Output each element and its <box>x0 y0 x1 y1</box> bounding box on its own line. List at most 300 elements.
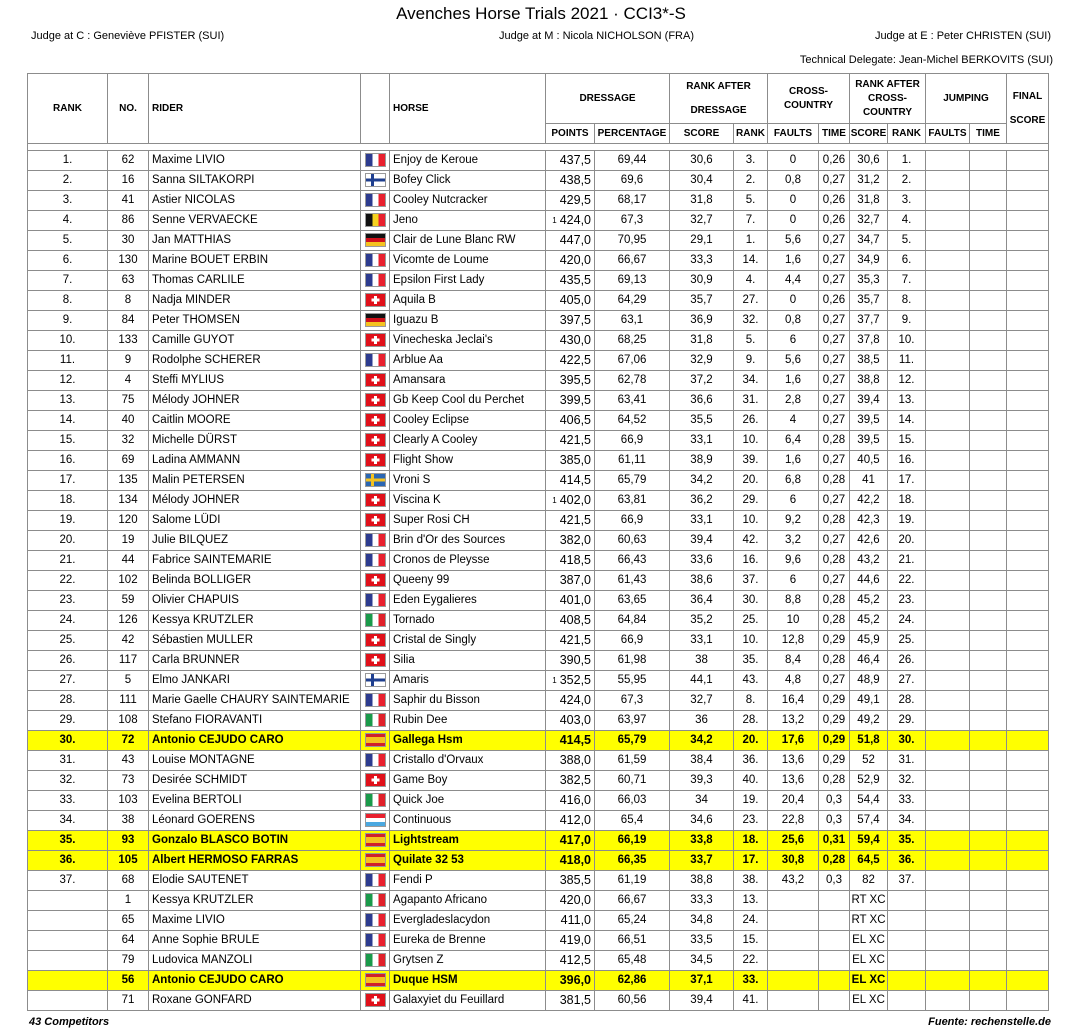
start-number-cell: 41 <box>108 191 149 211</box>
horse-cell: Eden Eygalieres <box>390 591 546 611</box>
dressage-points-cell <box>546 911 595 931</box>
xc-faults-cell: 25,6 <box>768 831 819 851</box>
dressage-score-cell: 33,1 <box>670 511 734 531</box>
dressage-points-cell <box>546 791 595 811</box>
xc-faults-cell <box>768 971 819 991</box>
jumping-faults-cell <box>926 691 970 711</box>
xc-time-cell: 0,28 <box>819 551 850 571</box>
dressage-rank-cell: 2. <box>734 171 768 191</box>
dressage-percentage-cell: 60,71 <box>595 771 670 791</box>
horse-cell: Lightstream <box>390 831 546 851</box>
dressage-score-cell: 29,1 <box>670 231 734 251</box>
rider-cell: Steffi MYLIUS <box>149 371 361 391</box>
start-number-cell: 30 <box>108 231 149 251</box>
header-jumping-faults: FAULTS <box>926 124 970 144</box>
xc-rank-cell: 26. <box>888 651 926 671</box>
dressage-score-cell: 33,5 <box>670 931 734 951</box>
xc-score-cell: 39,5 <box>850 431 888 451</box>
final-score-cell <box>1007 571 1049 591</box>
jumping-time-cell <box>970 831 1007 851</box>
flag-fra-icon <box>365 913 386 927</box>
jumping-time-cell <box>970 191 1007 211</box>
xc-time-cell: 0,28 <box>819 511 850 531</box>
dressage-score-cell: 38,9 <box>670 451 734 471</box>
dressage-percentage-cell: 61,43 <box>595 571 670 591</box>
xc-rank-cell: 33. <box>888 791 926 811</box>
jumping-faults-cell <box>926 191 970 211</box>
start-number-cell: 59 <box>108 591 149 611</box>
competitor-count: 43 Competitors <box>29 1016 110 1028</box>
flag-ita-icon <box>365 893 386 907</box>
dressage-points-cell <box>546 871 595 891</box>
rider-cell: Julie BILQUEZ <box>149 531 361 551</box>
xc-faults-cell: 6,8 <box>768 471 819 491</box>
final-score-cell <box>1007 971 1049 991</box>
points-value: 390,5 <box>559 653 591 667</box>
rider-cell: Nadja MINDER <box>149 291 361 311</box>
xc-score-cell: 51,8 <box>850 731 888 751</box>
horse-cell: Grytsen Z <box>390 951 546 971</box>
flag-sui-icon <box>365 433 386 447</box>
rider-cell: Louise MONTAGNE <box>149 751 361 771</box>
jumping-time-cell <box>970 451 1007 471</box>
xc-rank-cell: 3. <box>888 191 926 211</box>
rank-cell <box>28 991 108 1011</box>
start-number-cell: 44 <box>108 551 149 571</box>
jumping-time-cell <box>970 411 1007 431</box>
xc-faults-cell: 0 <box>768 291 819 311</box>
jumping-time-cell <box>970 231 1007 251</box>
flag-cell <box>361 711 390 731</box>
jumping-time-cell <box>970 371 1007 391</box>
start-number-cell: 126 <box>108 611 149 631</box>
rider-cell: Kessya KRUTZLER <box>149 891 361 911</box>
final-score-cell <box>1007 651 1049 671</box>
points-value: 412,0 <box>559 813 591 827</box>
xc-time-cell: 0,28 <box>819 771 850 791</box>
final-score-cell <box>1007 451 1049 471</box>
flag-cell <box>361 371 390 391</box>
final-score-cell <box>1007 471 1049 491</box>
final-score-cell <box>1007 691 1049 711</box>
points-value: 406,5 <box>559 413 591 427</box>
rank-cell: 23. <box>28 591 108 611</box>
dressage-score-cell: 34 <box>670 791 734 811</box>
dressage-score-cell: 33,6 <box>670 551 734 571</box>
flag-bel-icon <box>365 213 386 227</box>
rank-cell <box>28 891 108 911</box>
rider-cell: Anne Sophie BRULE <box>149 931 361 951</box>
dressage-percentage-cell: 65,48 <box>595 951 670 971</box>
jumping-faults-cell <box>926 651 970 671</box>
jumping-time-cell <box>970 971 1007 991</box>
final-score-cell <box>1007 171 1049 191</box>
dressage-percentage-cell: 61,19 <box>595 871 670 891</box>
xc-score-cell: 39,4 <box>850 391 888 411</box>
horse-cell: Enjoy de Keroue <box>390 151 546 171</box>
final-score-cell <box>1007 991 1049 1011</box>
dressage-rank-cell: 43. <box>734 671 768 691</box>
final-score-cell <box>1007 311 1049 331</box>
rank-cell: 15. <box>28 431 108 451</box>
horse-cell: Flight Show <box>390 451 546 471</box>
rider-cell: Carla BRUNNER <box>149 651 361 671</box>
dressage-score-cell: 33,1 <box>670 631 734 651</box>
xc-rank-cell: 31. <box>888 751 926 771</box>
jumping-time-cell <box>970 991 1007 1011</box>
dressage-percentage-cell: 61,98 <box>595 651 670 671</box>
table-row <box>28 551 1049 571</box>
flag-cell <box>361 851 390 871</box>
dressage-score-cell: 44,1 <box>670 671 734 691</box>
xc-faults-cell <box>768 951 819 971</box>
dressage-percentage-cell: 63,1 <box>595 311 670 331</box>
xc-score-cell: 64,5 <box>850 851 888 871</box>
source-note: Fuente: rechenstelle.de <box>928 1016 1051 1028</box>
dressage-percentage-cell: 63,81 <box>595 491 670 511</box>
jumping-faults-cell <box>926 351 970 371</box>
flag-cell <box>361 871 390 891</box>
jumping-faults-cell <box>926 331 970 351</box>
dressage-percentage-cell: 67,3 <box>595 691 670 711</box>
xc-rank-cell: 1. <box>888 151 926 171</box>
dressage-rank-cell: 32. <box>734 311 768 331</box>
dressage-score-cell: 33,3 <box>670 251 734 271</box>
flag-esp-icon <box>365 733 386 747</box>
final-score-cell <box>1007 271 1049 291</box>
jumping-faults-cell <box>926 271 970 291</box>
rank-cell: 21. <box>28 551 108 571</box>
flag-fra-icon <box>365 593 386 607</box>
xc-time-cell <box>819 991 850 1011</box>
points-value: 408,5 <box>559 613 591 627</box>
xc-time-cell: 0,29 <box>819 691 850 711</box>
points-value: 416,0 <box>559 793 591 807</box>
horse-cell: Evergladeslacydon <box>390 911 546 931</box>
judge-m: Judge at M : Nicola NICHOLSON (FRA) <box>499 30 694 42</box>
start-number-cell: 133 <box>108 331 149 351</box>
start-number-cell: 38 <box>108 811 149 831</box>
xc-time-cell: 0,29 <box>819 731 850 751</box>
xc-time-cell: 0,29 <box>819 751 850 771</box>
dressage-rank-cell: 5. <box>734 331 768 351</box>
xc-faults-cell: 4,8 <box>768 671 819 691</box>
xc-time-cell: 0,27 <box>819 271 850 291</box>
points-value: 430,0 <box>559 333 591 347</box>
final-score-cell <box>1007 391 1049 411</box>
flag-cell <box>361 611 390 631</box>
horse-cell: Cooley Eclipse <box>390 411 546 431</box>
xc-score-cell: 30,6 <box>850 151 888 171</box>
points-value: 420,0 <box>559 893 591 907</box>
dressage-percentage-cell: 66,67 <box>595 891 670 911</box>
table-row <box>28 351 1049 371</box>
flag-fra-icon <box>365 693 386 707</box>
rider-cell: Astier NICOLAS <box>149 191 361 211</box>
xc-faults-cell: 20,4 <box>768 791 819 811</box>
xc-score-cell: 37,8 <box>850 331 888 351</box>
points-value: 385,0 <box>559 453 591 467</box>
dressage-rank-cell: 37. <box>734 571 768 591</box>
jumping-time-cell <box>970 511 1007 531</box>
dressage-percentage-cell: 65,4 <box>595 811 670 831</box>
dressage-percentage-cell: 69,6 <box>595 171 670 191</box>
rank-cell: 32. <box>28 771 108 791</box>
xc-faults-cell: 10 <box>768 611 819 631</box>
table-row <box>28 771 1049 791</box>
jumping-faults-cell <box>926 931 970 951</box>
dressage-percentage-cell: 66,9 <box>595 511 670 531</box>
flag-cell <box>361 311 390 331</box>
final-score-cell <box>1007 851 1049 871</box>
header-percentage: PERCENTAGE <box>595 124 670 144</box>
jumping-faults-cell <box>926 391 970 411</box>
xc-score-cell: 52,9 <box>850 771 888 791</box>
jumping-faults-cell <box>926 811 970 831</box>
rider-cell: Albert HERMOSO FARRAS <box>149 851 361 871</box>
rider-cell: Desirée SCHMIDT <box>149 771 361 791</box>
jumping-time-cell <box>970 211 1007 231</box>
points-value: 424,0 <box>559 693 591 707</box>
xc-rank-cell: 16. <box>888 451 926 471</box>
jumping-time-cell <box>970 331 1007 351</box>
dressage-points-cell <box>546 651 595 671</box>
rank-cell: 30. <box>28 731 108 751</box>
xc-faults-cell: 16,4 <box>768 691 819 711</box>
jumping-faults-cell <box>926 871 970 891</box>
dressage-percentage-cell: 68,17 <box>595 191 670 211</box>
flag-cell <box>361 471 390 491</box>
start-number-cell: 71 <box>108 991 149 1011</box>
flag-cell <box>361 391 390 411</box>
rank-cell: 1. <box>28 151 108 171</box>
rider-cell: Malin PETERSEN <box>149 471 361 491</box>
dressage-points-cell <box>546 631 595 651</box>
xc-faults-cell: 9,6 <box>768 551 819 571</box>
start-number-cell: 117 <box>108 651 149 671</box>
xc-rank-cell: 20. <box>888 531 926 551</box>
dressage-score-cell: 38,8 <box>670 871 734 891</box>
jumping-time-cell <box>970 271 1007 291</box>
dressage-percentage-cell: 66,67 <box>595 251 670 271</box>
final-score-cell <box>1007 831 1049 851</box>
jumping-time-cell <box>970 611 1007 631</box>
flag-ita-icon <box>365 613 386 627</box>
xc-faults-cell: 13,6 <box>768 771 819 791</box>
xc-score-cell: 41 <box>850 471 888 491</box>
rider-cell: Antonio CEJUDO CARO <box>149 731 361 751</box>
xc-rank-cell: 35. <box>888 831 926 851</box>
dressage-score-cell: 39,4 <box>670 531 734 551</box>
xc-time-cell: 0,27 <box>819 491 850 511</box>
xc-score-cell: 46,4 <box>850 651 888 671</box>
final-score-cell <box>1007 711 1049 731</box>
flag-fra-icon <box>365 253 386 267</box>
horse-cell: Continuous <box>390 811 546 831</box>
header-no: NO. <box>108 74 149 144</box>
xc-time-cell: 0,26 <box>819 191 850 211</box>
final-score-cell <box>1007 591 1049 611</box>
dressage-percentage-cell: 60,63 <box>595 531 670 551</box>
start-number-cell: 9 <box>108 351 149 371</box>
header-final-score: FINAL SCORE <box>1007 74 1049 144</box>
rank-cell: 33. <box>28 791 108 811</box>
xc-time-cell <box>819 971 850 991</box>
points-value: 399,5 <box>559 393 591 407</box>
header-horse: HORSE <box>390 74 546 144</box>
rank-cell: 3. <box>28 191 108 211</box>
jumping-time-cell <box>970 911 1007 931</box>
start-number-cell: 1 <box>108 891 149 911</box>
horse-cell: Galaxyiet du Feuillard <box>390 991 546 1011</box>
dressage-rank-cell: 24. <box>734 911 768 931</box>
xc-time-cell: 0,28 <box>819 851 850 871</box>
xc-time-cell: 0,28 <box>819 591 850 611</box>
final-score-cell <box>1007 611 1049 631</box>
dressage-points-cell <box>546 851 595 871</box>
header-dressage: DRESSAGE <box>546 74 670 124</box>
rider-cell: Salome LÜDI <box>149 511 361 531</box>
flag-cell <box>361 891 390 911</box>
horse-cell: Fendi P <box>390 871 546 891</box>
final-score-cell <box>1007 951 1049 971</box>
table-row <box>28 391 1049 411</box>
dressage-score-cell: 36,9 <box>670 311 734 331</box>
table-row <box>28 671 1049 691</box>
dressage-score-cell: 39,4 <box>670 991 734 1011</box>
xc-score-cell: RT XC <box>850 911 888 931</box>
rider-cell: Gonzalo BLASCO BOTIN <box>149 831 361 851</box>
flag-cell <box>361 291 390 311</box>
points-value: 414,5 <box>559 733 591 747</box>
xc-rank-cell <box>888 991 926 1011</box>
xc-time-cell: 0,27 <box>819 571 850 591</box>
dressage-points-cell <box>546 971 595 991</box>
dressage-points-cell <box>546 271 595 291</box>
dressage-points-cell <box>546 211 595 231</box>
xc-faults-cell: 30,8 <box>768 851 819 871</box>
xc-rank-cell: 5. <box>888 231 926 251</box>
horse-cell: Vroni S <box>390 471 546 491</box>
xc-rank-cell: 24. <box>888 611 926 631</box>
dressage-score-cell: 34,6 <box>670 811 734 831</box>
xc-faults-cell: 6,4 <box>768 431 819 451</box>
rank-cell: 28. <box>28 691 108 711</box>
horse-cell: Amaris <box>390 671 546 691</box>
xc-time-cell: 0,3 <box>819 791 850 811</box>
xc-rank-cell: 23. <box>888 591 926 611</box>
dressage-rank-cell: 25. <box>734 611 768 631</box>
dressage-rank-cell: 39. <box>734 451 768 471</box>
dressage-rank-cell: 19. <box>734 791 768 811</box>
flag-cell <box>361 691 390 711</box>
flag-cell <box>361 971 390 991</box>
jumping-time-cell <box>970 491 1007 511</box>
dressage-points-cell <box>546 671 595 691</box>
xc-rank-cell: 17. <box>888 471 926 491</box>
dressage-points-cell <box>546 331 595 351</box>
flag-cell <box>361 671 390 691</box>
table-row <box>28 891 1049 911</box>
dressage-rank-cell: 17. <box>734 851 768 871</box>
final-score-cell <box>1007 411 1049 431</box>
final-score-cell <box>1007 231 1049 251</box>
dressage-points-cell <box>546 471 595 491</box>
dressage-percentage-cell: 63,41 <box>595 391 670 411</box>
xc-score-cell: 44,6 <box>850 571 888 591</box>
horse-cell: Cristallo d'Orvaux <box>390 751 546 771</box>
rank-cell: 12. <box>28 371 108 391</box>
rider-cell: Ludovica MANZOLI <box>149 951 361 971</box>
horse-cell: Vinecheska Jeclai's <box>390 331 546 351</box>
dressage-rank-cell: 4. <box>734 271 768 291</box>
start-number-cell: 62 <box>108 151 149 171</box>
start-number-cell: 86 <box>108 211 149 231</box>
dressage-score-cell: 37,2 <box>670 371 734 391</box>
xc-score-cell: 82 <box>850 871 888 891</box>
start-number-cell: 75 <box>108 391 149 411</box>
xc-faults-cell: 6 <box>768 331 819 351</box>
rider-cell: Roxane GONFARD <box>149 991 361 1011</box>
dressage-percentage-cell: 62,78 <box>595 371 670 391</box>
dressage-points-cell <box>546 991 595 1011</box>
xc-time-cell: 0,26 <box>819 291 850 311</box>
dressage-points-cell <box>546 431 595 451</box>
table-row <box>28 931 1049 951</box>
flag-cell <box>361 351 390 371</box>
header-xc-faults: FAULTS <box>768 124 819 144</box>
flag-cell <box>361 911 390 931</box>
table-row <box>28 511 1049 531</box>
xc-time-cell: 0,27 <box>819 411 850 431</box>
jumping-faults-cell <box>926 171 970 191</box>
horse-cell: Silia <box>390 651 546 671</box>
table-row <box>28 631 1049 651</box>
xc-time-cell: 0,28 <box>819 651 850 671</box>
start-number-cell: 130 <box>108 251 149 271</box>
table-row <box>28 911 1049 931</box>
dressage-percentage-cell: 65,79 <box>595 731 670 751</box>
points-value: 395,5 <box>559 373 591 387</box>
xc-score-cell: EL XC <box>850 971 888 991</box>
flag-cell <box>361 231 390 251</box>
horse-cell: Jeno <box>390 211 546 231</box>
rider-cell: Sébastien MULLER <box>149 631 361 651</box>
xc-faults-cell: 1,6 <box>768 371 819 391</box>
flag-fra-icon <box>365 933 386 947</box>
flag-esp-icon <box>365 833 386 847</box>
rider-cell: Caitlin MOORE <box>149 411 361 431</box>
dressage-rank-cell: 3. <box>734 151 768 171</box>
dressage-percentage-cell: 69,44 <box>595 151 670 171</box>
jumping-time-cell <box>970 471 1007 491</box>
flag-cell <box>361 331 390 351</box>
rider-cell: Rodolphe SCHERER <box>149 351 361 371</box>
points-value: 418,5 <box>559 553 591 567</box>
dressage-rank-cell: 10. <box>734 511 768 531</box>
final-score-cell <box>1007 191 1049 211</box>
points-value: 397,5 <box>559 313 591 327</box>
xc-faults-cell: 13,6 <box>768 751 819 771</box>
dressage-score-cell: 38,4 <box>670 751 734 771</box>
dressage-points-cell <box>546 371 595 391</box>
points-value: 405,0 <box>559 293 591 307</box>
table-row <box>28 431 1049 451</box>
dressage-percentage-cell: 68,25 <box>595 331 670 351</box>
dressage-score-cell: 32,7 <box>670 691 734 711</box>
table-row <box>28 591 1049 611</box>
rider-cell: Camille GUYOT <box>149 331 361 351</box>
